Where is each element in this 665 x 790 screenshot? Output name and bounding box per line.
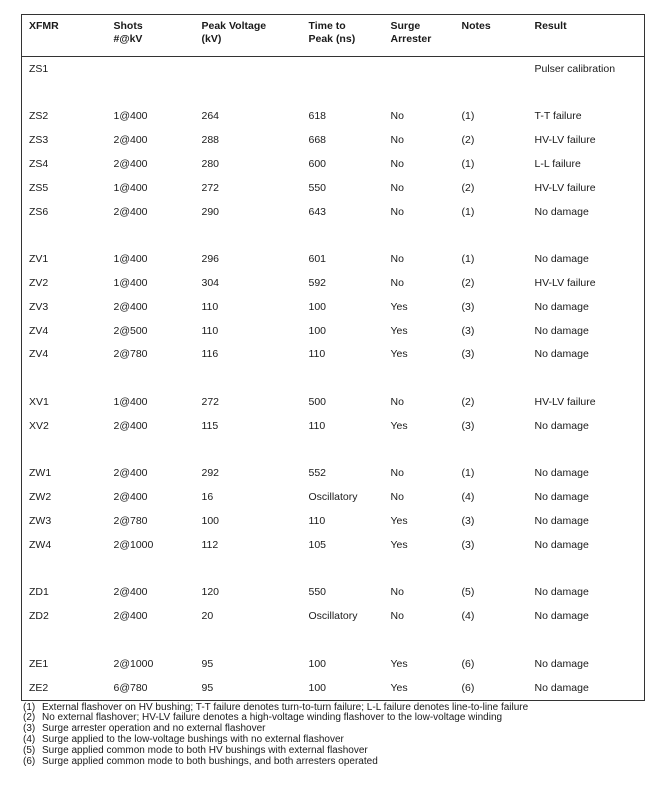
cell-surge-arrester: No bbox=[390, 158, 404, 171]
cell-notes: (3) bbox=[461, 538, 475, 551]
table-row bbox=[22, 390, 645, 414]
cell-result: HV-LV failure bbox=[534, 396, 596, 409]
table-row bbox=[22, 462, 645, 486]
cell-surge-arrester: No bbox=[390, 610, 404, 623]
group-spacer bbox=[22, 366, 645, 390]
cell-notes: (3) bbox=[461, 348, 475, 361]
footnote bbox=[21, 757, 644, 768]
table-row bbox=[22, 343, 645, 367]
cell-xfmr: ZV3 bbox=[29, 300, 49, 313]
cell-xfmr: ZE1 bbox=[29, 657, 49, 670]
cell-surge-arrester: No bbox=[390, 491, 404, 504]
cell-peak-voltage: 112 bbox=[201, 538, 219, 551]
cell-time-to-peak: 110 bbox=[308, 348, 326, 361]
cell-shots: 2@400 bbox=[113, 610, 148, 623]
cell-result: HV-LV failure bbox=[534, 134, 596, 147]
cell-notes: (6) bbox=[461, 681, 475, 694]
cell-time-to-peak: 643 bbox=[308, 205, 327, 218]
cell-time-to-peak bbox=[309, 57, 391, 81]
table-row bbox=[22, 319, 645, 343]
cell-shots: 1@400 bbox=[113, 253, 148, 266]
cell-result: HV-LV failure bbox=[534, 277, 596, 290]
cell-surge-arrester: No bbox=[390, 253, 404, 266]
table-header bbox=[22, 15, 645, 57]
col-header-shots: Shots #@kV bbox=[113, 20, 143, 45]
cell-surge-arrester: No bbox=[390, 586, 404, 599]
cell-surge-arrester: No bbox=[390, 396, 404, 409]
cell-notes: (3) bbox=[461, 419, 475, 432]
cell-peak-voltage: 95 bbox=[201, 657, 214, 670]
table-row bbox=[22, 676, 645, 700]
cell-result: T-T failure bbox=[534, 110, 582, 123]
cell-result: HV-LV failure bbox=[534, 181, 596, 194]
footnote-text: External flashover on HV bushing; T-T failure denotes turn-to-turn failure; L-L failure denotes line-to-line failure bbox=[42, 701, 529, 713]
cell-surge-arrester: No bbox=[390, 181, 404, 194]
cell-notes: (2) bbox=[461, 181, 475, 194]
cell-peak-voltage: 272 bbox=[201, 181, 220, 194]
cell-xfmr: ZS1 bbox=[29, 62, 49, 75]
cell-result: No damage bbox=[534, 467, 589, 480]
cell-peak-voltage: 296 bbox=[201, 253, 220, 266]
cell-peak-voltage: 304 bbox=[201, 277, 220, 290]
cell-time-to-peak: 601 bbox=[308, 253, 327, 266]
cell-shots: 2@1000 bbox=[113, 538, 154, 551]
cell-xfmr: ZE2 bbox=[29, 681, 49, 694]
footnote-number: (2) bbox=[23, 712, 36, 724]
footnote-number: (3) bbox=[23, 723, 36, 735]
cell-shots: 2@400 bbox=[113, 300, 148, 313]
footnote-text: Surge arrester operation and no external flashover bbox=[42, 723, 266, 735]
footnote-text: Surge applied common mode to both HV bushings with external flashover bbox=[42, 745, 368, 757]
cell-shots: 2@780 bbox=[113, 515, 148, 528]
table-row bbox=[22, 604, 645, 628]
cell-notes: (2) bbox=[461, 277, 475, 290]
group-spacer bbox=[22, 557, 645, 581]
cell-result: No damage bbox=[534, 491, 589, 504]
cell-surge-arrester: No bbox=[390, 467, 404, 480]
cell-shots: 1@400 bbox=[113, 396, 148, 409]
cell-surge-arrester: Yes bbox=[390, 657, 408, 670]
cell-xfmr: ZS2 bbox=[29, 110, 49, 123]
cell-xfmr: ZW4 bbox=[29, 538, 52, 551]
cell-time-to-peak: 618 bbox=[308, 110, 327, 123]
group-spacer bbox=[22, 224, 645, 248]
table-row bbox=[22, 105, 645, 129]
cell-result: No damage bbox=[534, 657, 589, 670]
cell-result: Pulser calibration bbox=[534, 62, 616, 75]
cell-surge-arrester: Yes bbox=[390, 324, 408, 337]
table-row bbox=[22, 581, 645, 605]
cell-shots: 2@400 bbox=[113, 419, 148, 432]
cell-surge-arrester: Yes bbox=[390, 419, 408, 432]
cell-peak-voltage: 115 bbox=[201, 419, 219, 432]
group-spacer bbox=[22, 438, 645, 462]
table-row bbox=[22, 57, 645, 81]
footnote-number: (6) bbox=[23, 756, 36, 768]
cell-notes: (1) bbox=[461, 110, 475, 123]
cell-notes: (4) bbox=[461, 491, 475, 504]
cell-result: No damage bbox=[534, 348, 589, 361]
col-header-peak-voltage: Peak Voltage (kV) bbox=[201, 20, 267, 45]
cell-result: No damage bbox=[534, 205, 589, 218]
cell-result: No damage bbox=[534, 253, 589, 266]
cell-xfmr: ZD2 bbox=[29, 610, 49, 623]
group-spacer bbox=[22, 628, 645, 652]
cell-time-to-peak: 100 bbox=[308, 681, 327, 694]
cell-shots bbox=[114, 57, 202, 81]
cell-xfmr: ZD1 bbox=[29, 586, 49, 599]
cell-surge-arrester: No bbox=[390, 110, 404, 123]
cell-time-to-peak: 552 bbox=[308, 467, 327, 480]
cell-xfmr: ZV4 bbox=[29, 324, 49, 337]
footnote-number: (4) bbox=[23, 734, 36, 746]
cell-peak-voltage: 100 bbox=[201, 515, 220, 528]
cell-peak-voltage: 280 bbox=[201, 158, 220, 171]
cell-notes: (4) bbox=[461, 610, 475, 623]
cell-shots: 6@780 bbox=[113, 681, 148, 694]
cell-shots: 2@1000 bbox=[113, 657, 154, 670]
cell-surge-arrester: No bbox=[390, 277, 404, 290]
cell-result: No damage bbox=[534, 419, 589, 432]
footnotes bbox=[21, 703, 644, 768]
cell-peak-voltage: 16 bbox=[201, 491, 214, 504]
cell-peak-voltage: 272 bbox=[201, 396, 220, 409]
cell-peak-voltage: 120 bbox=[201, 586, 220, 599]
cell-shots: 2@780 bbox=[113, 348, 148, 361]
table-row bbox=[22, 200, 645, 224]
cell-shots: 2@400 bbox=[113, 467, 148, 480]
cell-notes: (1) bbox=[461, 158, 475, 171]
cell-peak-voltage bbox=[202, 57, 309, 81]
table-row bbox=[22, 509, 645, 533]
col-header-notes: Notes bbox=[461, 20, 491, 32]
test-results-table bbox=[21, 14, 645, 701]
cell-surge-arrester bbox=[391, 57, 462, 81]
cell-result: No damage bbox=[534, 610, 589, 623]
table-row bbox=[22, 533, 645, 557]
cell-result: No damage bbox=[534, 681, 589, 694]
col-header-time-to-peak: Time to Peak (ns) bbox=[308, 20, 356, 45]
cell-shots: 1@400 bbox=[113, 277, 148, 290]
cell-time-to-peak: Oscillatory bbox=[308, 491, 358, 504]
table-row bbox=[22, 295, 645, 319]
table-row bbox=[22, 414, 645, 438]
cell-shots: 2@400 bbox=[113, 134, 148, 147]
cell-shots: 2@400 bbox=[113, 586, 148, 599]
cell-time-to-peak: 100 bbox=[308, 324, 327, 337]
cell-xfmr: ZS4 bbox=[29, 158, 49, 171]
cell-shots: 1@400 bbox=[113, 181, 148, 194]
cell-peak-voltage: 290 bbox=[201, 205, 220, 218]
cell-xfmr: ZS6 bbox=[29, 205, 49, 218]
cell-xfmr: ZW2 bbox=[29, 491, 52, 504]
cell-xfmr: ZV2 bbox=[29, 277, 49, 290]
col-header-result: Result bbox=[534, 20, 567, 32]
table-row bbox=[22, 652, 645, 676]
cell-result: No damage bbox=[534, 515, 589, 528]
cell-peak-voltage: 264 bbox=[201, 110, 220, 123]
cell-notes: (1) bbox=[461, 467, 475, 480]
table-row bbox=[22, 128, 645, 152]
cell-xfmr: ZV1 bbox=[29, 253, 49, 266]
table-row bbox=[22, 176, 645, 200]
cell-shots: 2@400 bbox=[113, 205, 148, 218]
cell-notes bbox=[462, 57, 535, 81]
table-body bbox=[22, 57, 645, 701]
cell-xfmr: XV1 bbox=[29, 396, 49, 409]
cell-xfmr: ZW1 bbox=[29, 467, 52, 480]
cell-surge-arrester: Yes bbox=[390, 300, 408, 313]
cell-surge-arrester: Yes bbox=[390, 515, 408, 528]
cell-peak-voltage: 288 bbox=[201, 134, 220, 147]
table-row bbox=[22, 271, 645, 295]
cell-notes: (5) bbox=[461, 586, 475, 599]
cell-time-to-peak: 500 bbox=[308, 396, 327, 409]
table-row bbox=[22, 247, 645, 271]
cell-time-to-peak: 100 bbox=[308, 657, 327, 670]
cell-notes: (6) bbox=[461, 657, 475, 670]
cell-shots: 2@400 bbox=[113, 158, 148, 171]
cell-time-to-peak: 110 bbox=[308, 419, 326, 432]
cell-peak-voltage: 110 bbox=[201, 324, 219, 337]
footnote-text: Surge applied common mode to both bushings, and both arresters operated bbox=[42, 756, 378, 768]
cell-time-to-peak: Oscillatory bbox=[308, 610, 358, 623]
cell-result: No damage bbox=[534, 586, 589, 599]
cell-notes: (3) bbox=[461, 300, 475, 313]
cell-xfmr: ZS3 bbox=[29, 134, 49, 147]
cell-shots: 2@400 bbox=[113, 491, 148, 504]
cell-notes: (3) bbox=[461, 324, 475, 337]
cell-notes: (1) bbox=[461, 253, 475, 266]
cell-surge-arrester: Yes bbox=[390, 538, 408, 551]
cell-xfmr: ZV4 bbox=[29, 348, 49, 361]
cell-time-to-peak: 668 bbox=[308, 134, 327, 147]
cell-shots: 1@400 bbox=[113, 110, 148, 123]
cell-xfmr: XV2 bbox=[29, 419, 49, 432]
cell-notes: (1) bbox=[461, 205, 475, 218]
col-header-surge-arrester: Surge Arrester bbox=[390, 20, 432, 45]
footnote-text: Surge applied to the low-voltage bushings with no external flashover bbox=[42, 734, 344, 746]
cell-result: No damage bbox=[534, 300, 589, 313]
footnote-number: (5) bbox=[23, 745, 36, 757]
cell-surge-arrester: No bbox=[390, 134, 404, 147]
footnote-number: (1) bbox=[23, 701, 36, 713]
cell-xfmr: ZW3 bbox=[29, 515, 52, 528]
cell-result: No damage bbox=[534, 538, 589, 551]
cell-xfmr: ZS5 bbox=[29, 181, 49, 194]
document bbox=[21, 14, 644, 768]
col-header-xfmr: XFMR bbox=[29, 20, 59, 32]
cell-surge-arrester: Yes bbox=[390, 681, 408, 694]
cell-time-to-peak: 550 bbox=[308, 181, 327, 194]
group-spacer bbox=[22, 81, 645, 105]
footnote-text: No external flashover; HV-LV failure denotes a high-voltage winding flashover to the low-voltage winding bbox=[42, 712, 503, 724]
cell-surge-arrester: Yes bbox=[390, 348, 408, 361]
cell-peak-voltage: 20 bbox=[201, 610, 214, 623]
cell-notes: (2) bbox=[461, 396, 475, 409]
table-row bbox=[22, 485, 645, 509]
cell-peak-voltage: 110 bbox=[201, 300, 219, 313]
cell-peak-voltage: 95 bbox=[201, 681, 214, 694]
cell-peak-voltage: 116 bbox=[201, 348, 219, 361]
cell-time-to-peak: 600 bbox=[308, 158, 327, 171]
cell-time-to-peak: 550 bbox=[308, 586, 327, 599]
cell-shots: 2@500 bbox=[113, 324, 148, 337]
cell-time-to-peak: 100 bbox=[308, 300, 327, 313]
cell-time-to-peak: 105 bbox=[308, 538, 327, 551]
cell-notes: (3) bbox=[461, 515, 475, 528]
cell-result: No damage bbox=[534, 324, 589, 337]
cell-peak-voltage: 292 bbox=[201, 467, 220, 480]
cell-time-to-peak: 592 bbox=[308, 277, 327, 290]
table-row bbox=[22, 152, 645, 176]
cell-notes: (2) bbox=[461, 134, 475, 147]
cell-surge-arrester: No bbox=[390, 205, 404, 218]
cell-result: L-L failure bbox=[534, 158, 581, 171]
cell-time-to-peak: 110 bbox=[308, 515, 326, 528]
